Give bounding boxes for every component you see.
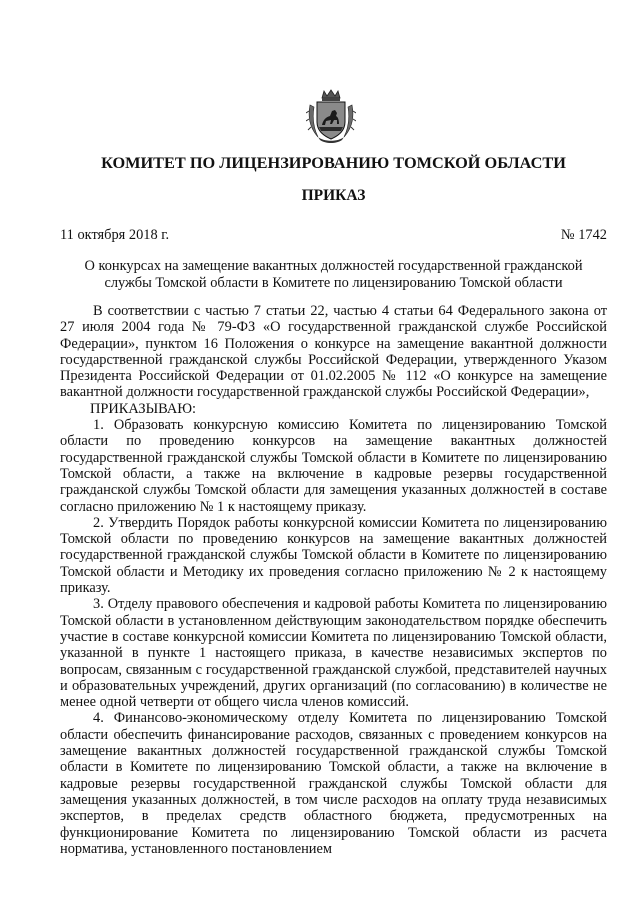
orders-word: ПРИКАЗЫВАЮ:: [90, 400, 197, 417]
document-type-title: ПРИКАЗ: [301, 187, 366, 204]
committee-name: КОМИТЕТ ПО ЛИЦЕНЗИРОВАНИЮ ТОМСКОЙ ОБЛАСТИ: [101, 153, 566, 172]
order-subject: О конкурсах на замещение вакантных должностей государственной гражданской службы Томской области в Комитете по лицензированию Томской области: [84, 258, 583, 291]
order-date: 11 октября 2018 г.: [60, 227, 170, 243]
order-body: [60, 303, 607, 857]
order-item: 3. Отделу правового обеспечения и кадровой работы Комитета по лицензированию Томской области в установленном действующим законодательством порядке обеспечить участие в составе конкурсной комиссии Комитета по лицензированию Томской области, указанной в пункте 1 настоящего приказа, в качестве независимых экспертов по вопросам, связанным с государственной гражданской службой, представителей научных и образовательных учреждений, других организаций (по согласованию) в количестве не менее одной четверти от общего числа членов комиссий.: [60, 596, 607, 711]
order-item: 1. Образовать конкурсную комиссию Комитета по лицензированию Томской области по проведению конкурсов на замещение вакантных должностей государственной гражданской службы Томской области в Комитете по лицензированию Томской области, а также на включение в кадровые резервы государственной гражданской службы Томской области для замещения указанных должностей в составе согласно приложению № 1 к настоящему приказу.: [60, 417, 607, 515]
preamble-paragraph: В соответствии с частью 7 статьи 22, частью 4 статьи 64 Федерального закона от 27 июля 2004 года № 79-ФЗ «О государственной гражданской службе Российской Федерации», пунктом 16 Положения о конкурсе на замещение вакантной должности государственной гражданской службы Российской Федерации, утвержденного Указом Президента Российской Федерации от 01.02.2005 № 112 «О конкурсе на замещение вакантной должности государственной гражданской службы Российской Федерации»,: [60, 303, 607, 401]
date-number-row: [60, 227, 607, 244]
order-item: 4. Финансово-экономическому отделу Комитета по лицензированию Томской области обеспечить финансирование расходов, связанных с проведением конкурсов на замещение вакантных должностей государственной гражданской службы Томской области в Комитете по лицензированию Томской области, а также на включение в кадровые резервы государственной гражданской службы Томской области для замещения указанных должностей, в том числе расходов на оплату труда независимых экспертов, в пределах средств областного бюджета, предусмотренных на функционирование Комитета по лицензированию Томской области из расчета норматива, установленного постановлением: [60, 710, 607, 857]
tomsk-coat-of-arms-icon: [306, 89, 356, 145]
order-item: 2. Утвердить Порядок работы конкурсной комиссии Комитета по лицензированию Томской области по проведению конкурсов на замещение вакантных должностей государственной гражданской службы Томской области в Комитете по лицензированию Томской области и Методику их проведения согласно приложению № 2 к настоящему приказу.: [60, 514, 607, 597]
order-number: № 1742: [560, 227, 607, 243]
